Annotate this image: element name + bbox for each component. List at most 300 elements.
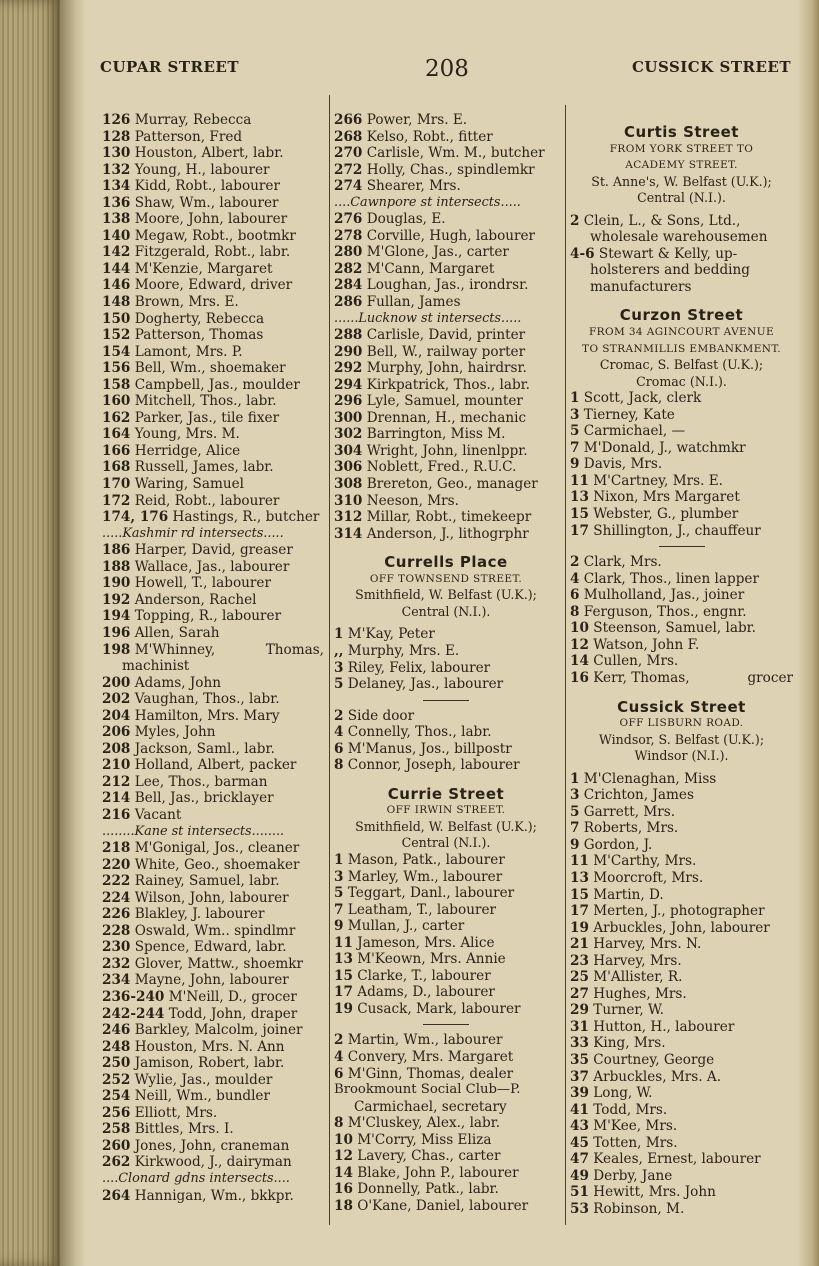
house-number: 314 [334, 525, 363, 542]
entry-left [334, 459, 516, 475]
house-number: 212 [102, 773, 131, 790]
entry-left [102, 923, 295, 939]
resident-name: Kelso, Robt., fitter [366, 128, 493, 145]
directory-entry [334, 951, 558, 968]
directory-entry [334, 393, 558, 410]
resident-name: Totten, Mrs. [593, 1134, 678, 1151]
directory-entry [570, 969, 793, 986]
resident-name: Merten, J., photographer [593, 903, 765, 920]
directory-entry [334, 145, 558, 162]
resident-name: Jackson, Saml., labr. [134, 740, 275, 757]
directory-entry [102, 608, 324, 625]
entry-left [334, 277, 528, 293]
entry-left [334, 327, 525, 343]
resident-name: Bell, W., railway porter [366, 343, 526, 360]
resident-name: Moore, Edward, driver [134, 277, 293, 294]
resident-name: Myles, John [134, 724, 216, 741]
house-number: 128 [102, 128, 131, 145]
directory-entry [102, 443, 324, 460]
entry-left [102, 410, 279, 426]
resident-name: Glover, Mattw., shoemkr [134, 955, 303, 972]
entry-left [102, 708, 280, 724]
house-number: 11 [570, 853, 589, 870]
entry-left [102, 642, 215, 659]
resident-name: Derby, Jane [593, 1167, 673, 1184]
intersection-note: ......Lucknow st intersects..... [334, 310, 522, 326]
electoral-district: Central (N.I.). [401, 603, 491, 619]
directory-entry [102, 493, 324, 510]
column-rule [329, 95, 330, 1225]
entry-left [102, 360, 286, 376]
house-number: 13 [570, 489, 589, 506]
house-number: 33 [570, 1035, 589, 1052]
resident-name: Scott, Jack, clerk [583, 390, 702, 407]
directory-entry [334, 476, 558, 493]
directory-entry [334, 852, 558, 869]
resident-name: Clein, L., & Sons, Ltd., [583, 212, 741, 229]
resident-name: Patterson, Thomas [134, 327, 264, 344]
directory-entry [334, 426, 558, 443]
house-number: 18 [334, 1197, 353, 1214]
directory-entry [334, 869, 558, 886]
resident-name: Hastings, R., butcher [172, 509, 320, 526]
resident-name: Carlisle, David, printer [366, 327, 526, 344]
house-number: 266 [334, 112, 363, 128]
resident-name: Todd, John, draper [168, 1005, 298, 1022]
resident-name: Tierney, Kate [583, 406, 675, 423]
directory-entry [102, 1072, 324, 1089]
directory-entry [570, 554, 793, 571]
resident-name: Bittles, Mrs. I. [134, 1121, 234, 1138]
entry-left [102, 1154, 292, 1170]
entry-left [102, 1138, 289, 1154]
directory-entry [102, 228, 324, 245]
entry-left [102, 972, 289, 988]
resident-name: M'Kee, Mrs. [593, 1118, 678, 1135]
resident-name: Delaney, Jas., labourer [347, 676, 504, 693]
directory-entry [570, 604, 793, 621]
house-number: 138 [102, 211, 131, 228]
divider [423, 700, 469, 701]
entry-left [102, 774, 267, 790]
entry-left [334, 261, 494, 277]
directory-entry [102, 1022, 324, 1039]
resident-name: M'Manus, Jos., billpostr [347, 740, 512, 757]
entry-left [334, 626, 435, 642]
directory-entry [102, 277, 324, 294]
directory-entry [334, 261, 558, 278]
directory-entry [102, 542, 324, 559]
house-number: 218 [102, 840, 131, 857]
house-number: 5 [334, 885, 344, 902]
resident-name: Patterson, Fred [134, 128, 243, 145]
intersection-note: ....Cawnpore st intersects..... [334, 194, 521, 210]
directory-entry [570, 1135, 793, 1152]
entry-left [102, 1006, 297, 1022]
resident-name: Adams, John [134, 674, 221, 691]
resident-name: Fullan, James [366, 294, 461, 311]
resident-name: Turner, W. [593, 1002, 664, 1019]
directory-entry [102, 1006, 324, 1023]
resident-name: Gordon, J. [583, 836, 653, 853]
directory-entry [570, 986, 793, 1003]
directory-entry [570, 853, 793, 870]
entry-left [102, 559, 289, 575]
resident-name: Herridge, Alice [134, 442, 241, 459]
column-middle [334, 112, 558, 1214]
street-heading: Curtis Street [624, 123, 739, 141]
house-number: 4 [334, 724, 344, 741]
directory-entry [102, 923, 324, 940]
directory-entry [570, 837, 793, 854]
entry-left [102, 542, 293, 558]
directory-entry [570, 653, 793, 670]
resident-name: Russell, James, labr. [134, 459, 274, 476]
street-location: TO STRANMILLIS EMBANKMENT. [582, 342, 781, 355]
directory-entry [334, 935, 558, 952]
resident-name: Roberts, Mrs. [583, 820, 679, 837]
entry-left [570, 456, 662, 472]
directory-entry [102, 675, 324, 692]
resident-name: Kirkpatrick, Thos., labr. [366, 376, 530, 393]
entry-left [102, 476, 244, 492]
entry-left [334, 426, 505, 442]
directory-entry [334, 626, 558, 643]
house-number: 12 [570, 636, 589, 653]
entry-left [334, 410, 526, 426]
directory-entry [334, 902, 558, 919]
entry-left [102, 790, 274, 806]
resident-name: Hannigan, Wm., bkkpr. [134, 1187, 294, 1204]
resident-name: Vaughan, Thos., labr. [134, 691, 280, 708]
resident-name: Webster, G., plumber [593, 506, 739, 523]
house-number: 214 [102, 790, 131, 807]
house-number: 6 [334, 740, 344, 757]
resident-name: M'Donald, J., watchmkr [583, 439, 746, 456]
entry-left [334, 935, 495, 951]
entry-left [334, 393, 523, 409]
entry-left [570, 1102, 667, 1118]
resident-name: Arbuckles, Mrs. A. [593, 1068, 722, 1085]
directory-entry [334, 526, 558, 543]
directory-entry [102, 559, 324, 576]
house-number: 140 [102, 227, 131, 244]
entry-left [102, 873, 280, 889]
house-number: 154 [102, 343, 131, 360]
resident-name: Bell, Wm., shoemaker [134, 360, 286, 377]
house-number: 136 [102, 194, 131, 211]
resident-name: Fitzgerald, Robt., labr. [134, 244, 291, 261]
directory-entry [570, 213, 793, 230]
entry-left [102, 890, 289, 906]
directory-entry [334, 277, 558, 294]
house-number: 2 [570, 212, 580, 229]
entry-left [102, 691, 280, 707]
entry-left [102, 1072, 272, 1088]
resident-name: Loughan, Jas., irondrsr. [366, 277, 529, 294]
entry-left [334, 443, 528, 459]
house-number: 132 [102, 161, 131, 178]
resident-name: Wylie, Jas., moulder [134, 1071, 273, 1088]
directory-entry [102, 1138, 324, 1155]
directory-entry [102, 311, 324, 328]
house-number: 198 [102, 641, 131, 658]
resident-name: Cullen, Mrs. [593, 653, 679, 670]
house-number: 306 [334, 459, 363, 476]
house-number: 21 [570, 936, 589, 953]
resident-occupation: Thomas, [265, 641, 324, 658]
house-number: 272 [334, 161, 363, 178]
entry-left [334, 885, 514, 901]
directory-entry [570, 407, 793, 424]
directory-entry [570, 637, 793, 654]
house-number: 192 [102, 591, 131, 608]
resident-name: Barrington, Miss M. [366, 426, 506, 443]
directory-entry [102, 426, 324, 443]
entry-left [570, 637, 699, 653]
entry-left [570, 1069, 721, 1085]
house-number: 188 [102, 558, 131, 575]
entry-left [102, 724, 215, 740]
street-location: OFF IRWIN STREET. [386, 804, 506, 817]
resident-name: Jamison, Robert, labr. [134, 1055, 285, 1072]
entry-left [570, 1118, 677, 1134]
entry-left [102, 327, 263, 343]
entry-left [570, 920, 770, 936]
house-number: 10 [334, 1131, 353, 1148]
directory-entry [334, 244, 558, 261]
directory-entry [334, 1132, 558, 1149]
resident-name: Jameson, Mrs. Alice [357, 934, 495, 951]
directory-entry [102, 393, 324, 410]
entry-left [102, 261, 273, 277]
house-number: 248 [102, 1038, 131, 1055]
resident-name: Moorcroft, Mrs. [593, 869, 704, 886]
directory-entry [570, 771, 793, 788]
entry-left [102, 1188, 294, 1204]
house-number: 5 [570, 423, 580, 440]
directory-entry [570, 903, 793, 920]
house-number: 200 [102, 674, 131, 691]
directory-entry [102, 857, 324, 874]
house-number: 196 [102, 624, 131, 641]
entry-left [102, 741, 275, 757]
directory-entry [570, 620, 793, 637]
entry-left [570, 1184, 716, 1200]
resident-name: Long, W. [593, 1085, 653, 1102]
house-number: 2 [334, 707, 344, 724]
resident-name: Waring, Samuel [134, 476, 245, 493]
directory-entry [334, 377, 558, 394]
entry-left [102, 344, 243, 360]
resident-name: Riley, Felix, labourer [347, 659, 491, 676]
resident-name: Keales, Ernest, labourer [593, 1151, 761, 1168]
entry-left [570, 620, 756, 636]
directory-entry [102, 906, 324, 923]
resident-name: M'Whinney, [134, 641, 216, 658]
house-number: 13 [570, 869, 589, 886]
resident-occupation: grocer [747, 669, 793, 686]
house-number: 150 [102, 310, 131, 327]
house-number: 254 [102, 1088, 131, 1105]
resident-name: King, Mrs. [593, 1035, 666, 1052]
directory-entry [570, 870, 793, 887]
entry-continuation: manufacturers [590, 278, 692, 295]
entry-left [570, 787, 694, 803]
entry-left [334, 757, 520, 773]
entry-left [334, 377, 530, 393]
resident-name: Harvey, Mrs. N. [593, 936, 702, 953]
entry-left [570, 936, 701, 952]
house-number: 15 [570, 506, 589, 523]
entry-left [570, 1035, 666, 1051]
house-number: 202 [102, 691, 131, 708]
house-number: 47 [570, 1151, 589, 1168]
entry-left [570, 887, 664, 903]
directory-entry [570, 1118, 793, 1135]
directory-entry [334, 129, 558, 146]
directory-entry [570, 920, 793, 937]
house-number: 312 [334, 509, 363, 526]
house-number: 3 [570, 406, 580, 423]
entry-left [570, 820, 678, 836]
house-number: 292 [334, 360, 363, 377]
entry-left [570, 1135, 678, 1151]
house-number: 3 [334, 659, 344, 676]
resident-name: Garrett, Mrs. [583, 803, 676, 820]
directory-entry [334, 211, 558, 228]
directory-entry [334, 509, 558, 526]
entry-left [334, 968, 491, 984]
entry-continuation: Carmichael, secretary [354, 1098, 507, 1115]
house-number: 51 [570, 1184, 589, 1201]
house-number: 296 [334, 393, 363, 410]
house-number: 4 [570, 570, 580, 587]
entry-left [102, 608, 281, 624]
resident-name: M'Gonigal, Jos., cleaner [134, 840, 300, 857]
resident-name: Allen, Sarah [134, 624, 220, 641]
house-number: 17 [334, 984, 353, 1001]
entry-left [334, 1049, 513, 1065]
directory-entry [102, 757, 324, 774]
entry-left [570, 837, 652, 853]
directory-entry [570, 936, 793, 953]
directory-entry [102, 741, 324, 758]
house-number: 242-244 [102, 1005, 165, 1022]
house-number: 19 [570, 919, 589, 936]
resident-name: Hutton, H., labourer [593, 1018, 735, 1035]
resident-name: M'Ginn, Thomas, dealer [347, 1065, 514, 1082]
house-number: 13 [334, 951, 353, 968]
house-number: 11 [570, 472, 589, 489]
entry-left [102, 393, 277, 409]
resident-name: Arbuckles, John, labourer [593, 919, 770, 936]
directory-entry [570, 423, 793, 440]
divider [659, 546, 705, 547]
resident-name: Holland, Albert, packer [134, 757, 297, 774]
entry-continuation: wholesale warehousemen [590, 229, 768, 246]
house-number: 236-240 [102, 988, 165, 1005]
directory-entry [334, 360, 558, 377]
house-number: 166 [102, 442, 131, 459]
entry-left [102, 311, 264, 327]
house-number: 142 [102, 244, 131, 261]
directory-entry [102, 708, 324, 725]
house-number: 45 [570, 1134, 589, 1151]
directory-entry [334, 1115, 558, 1132]
entry-left [334, 643, 459, 659]
resident-name: Kidd, Robt., labourer [134, 178, 280, 195]
column-left [102, 112, 324, 1204]
house-number: 232 [102, 955, 131, 972]
street-location: ACADEMY STREET. [625, 159, 738, 172]
resident-name: M'Cartney, Mrs. E. [593, 472, 723, 489]
house-number: 1 [334, 851, 344, 868]
entry-left [102, 1055, 284, 1071]
house-number: 144 [102, 260, 131, 277]
entry-left [102, 840, 299, 856]
directory-entry [334, 968, 558, 985]
electoral-district: Windsor, S. Belfast (U.K.); [598, 731, 765, 747]
directory-entry [334, 1001, 558, 1018]
directory-entry [570, 1102, 793, 1119]
house-number: 276 [334, 211, 363, 228]
house-number: 37 [570, 1068, 589, 1085]
house-number: 170 [102, 476, 131, 493]
directory-entry [570, 1069, 793, 1086]
page-edge [797, 0, 819, 1266]
resident-name: Mason, Patk., labourer [347, 851, 505, 868]
directory-entry [334, 984, 558, 1001]
directory-entry [334, 757, 558, 774]
electoral-district: Central (N.I.). [637, 190, 726, 206]
directory-entry [102, 840, 324, 857]
street-location: FROM 34 AGINCOURT AVENUE [588, 326, 775, 339]
house-number: 282 [334, 260, 363, 277]
entry-left [334, 476, 538, 492]
directory-entry [570, 440, 793, 457]
directory-entry [334, 443, 558, 460]
intersection-note: ........Kane st intersects........ [102, 823, 285, 839]
directory-entry [102, 145, 324, 162]
column-rule [565, 105, 566, 1225]
house-number: 17 [570, 903, 589, 920]
directory-page [86, 0, 797, 1266]
house-number: 9 [570, 836, 580, 853]
street-heading: Currie Street [387, 784, 505, 803]
entry-left [570, 1201, 684, 1217]
entry-left [102, 443, 240, 459]
entry-continuation: holsterers and bedding [590, 262, 750, 279]
directory-entry [334, 660, 558, 677]
entry-left [334, 145, 545, 161]
entry-left [102, 1039, 285, 1055]
house-number: 250 [102, 1055, 131, 1072]
directory-entry [334, 178, 558, 195]
entry-left [570, 1085, 652, 1101]
house-number: 258 [102, 1121, 131, 1138]
house-number: 268 [334, 128, 363, 145]
entry-left [334, 360, 527, 376]
entry-left [102, 426, 240, 442]
directory-entry [334, 112, 558, 129]
resident-name: Wilson, John, labourer [134, 889, 289, 906]
entry-left [570, 1002, 664, 1018]
house-number: 9 [334, 918, 344, 935]
entry-left [334, 708, 414, 724]
house-number: 29 [570, 1002, 589, 1019]
directory-entry [102, 410, 324, 427]
